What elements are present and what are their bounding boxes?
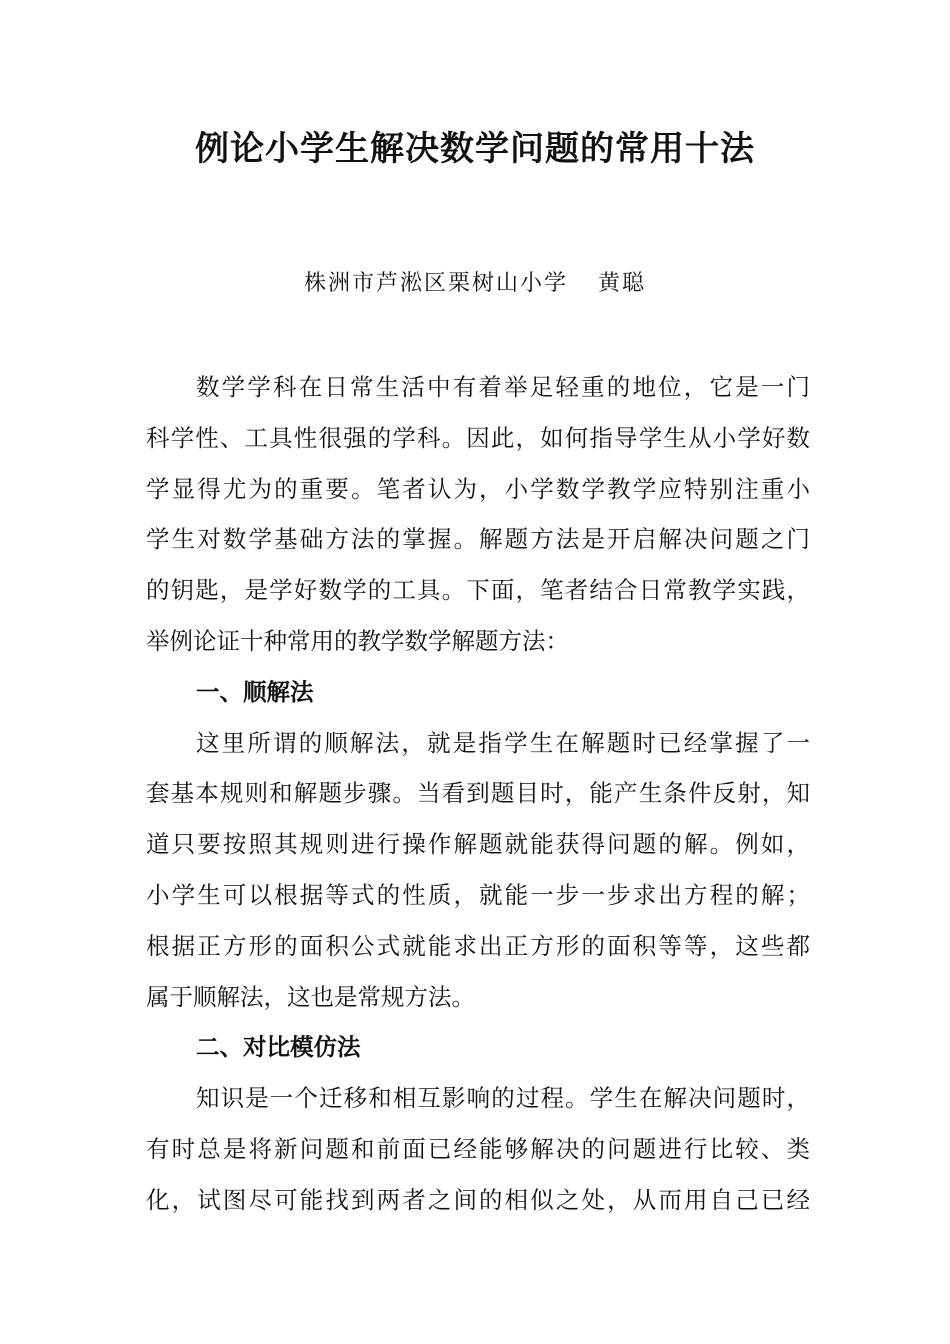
section2-line: 有时总是将新问题和前面已经能够解决的问题进行比较、类 — [146, 1134, 810, 1163]
section1-line: 小学生可以根据等式的性质，就能一步一步求出方程的解； — [146, 880, 810, 909]
author-organization: 株洲市芦淞区栗树山小学 — [303, 271, 568, 296]
intro-line: 学显得尤为的重要。笔者认为，小学数学教学应特别注重小 — [146, 474, 810, 503]
section-heading-1: 一、顺解法 — [196, 677, 314, 706]
intro-line: 举例论证十种常用的教学数学解题方法： — [146, 626, 569, 655]
section1-line: 道只要按照其规则进行操作解题就能获得问题的解。例如， — [146, 830, 810, 859]
author-name: 黄聪 — [598, 271, 647, 296]
document-body — [146, 362, 810, 1226]
section2-line: 知识是一个迁移和相互影响的过程。学生在解决问题时， — [196, 1084, 810, 1113]
intro-line: 学生对数学基础方法的掌握。解题方法是开启解决问题之门 — [146, 525, 810, 554]
section1-line: 套基本规则和解题步骤。当看到题目时，能产生条件反射，知 — [146, 779, 810, 808]
section-heading-2: 二、对比模仿法 — [196, 1033, 361, 1062]
section1-line: 这里所谓的顺解法，就是指学生在解题时已经掌握了一 — [196, 728, 810, 757]
intro-line: 科学性、工具性很强的学科。因此，如何指导学生从小学好数 — [146, 423, 810, 452]
section2-line: 化，试图尽可能找到两者之间的相似之处，从而用自己已经 — [146, 1185, 810, 1214]
section1-line: 属于顺解法，这也是常规方法。 — [146, 982, 475, 1011]
section1-line: 根据正方形的面积公式就能求出正方形的面积等等，这些都 — [146, 931, 810, 960]
author-line — [0, 268, 950, 300]
intro-line: 数学学科在日常生活中有着举足轻重的地位，它是一门 — [196, 373, 810, 401]
intro-line: 的钥匙，是学好数学的工具。下面，笔者结合日常教学实践， — [146, 576, 810, 605]
document-title: 例论小学生解决数学问题的常用十法 — [195, 129, 755, 169]
